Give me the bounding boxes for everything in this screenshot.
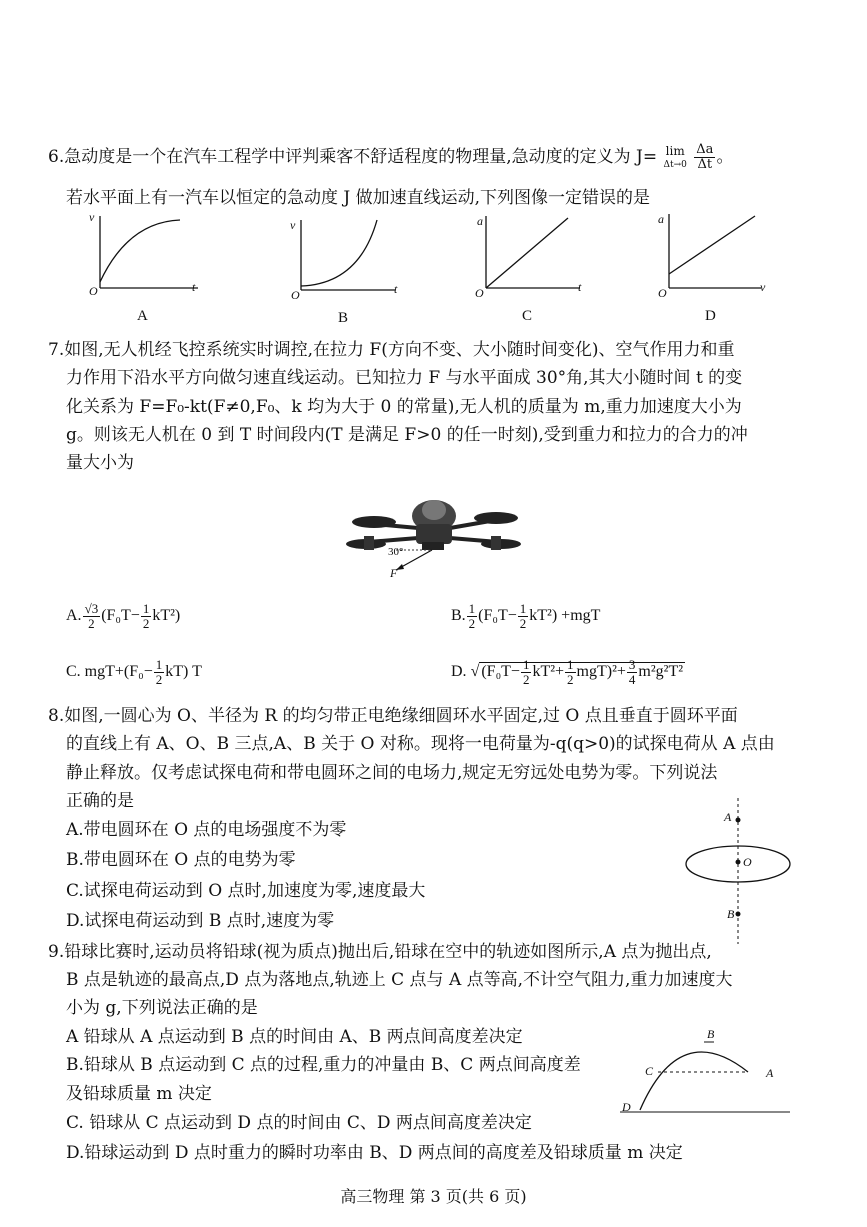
q7-line-5: 量大小为	[66, 453, 134, 473]
q6-period: 。	[716, 147, 734, 167]
q6-graph-d	[657, 212, 772, 300]
q9-option-b-cont: 及铅球质量 m 决定	[66, 1084, 212, 1104]
q7-line-3: 化关系为 F=F₀-kt(F≠0,F₀、k 均为大于 0 的常量),无人机的质量为 m,重力加速度大小为	[66, 397, 742, 417]
q7-line-4: g。则该无人机在 0 到 T 时间段内(T 是满足 F>0 的任一时刻),受到重力和拉力的合力的冲	[66, 425, 748, 445]
q7-option-d-label: D.	[451, 663, 467, 681]
traj-label-b: B	[707, 1027, 715, 1041]
q6-fraction	[694, 143, 715, 172]
q6-graph-a-xaxis: t	[192, 280, 196, 294]
q8-option-d: D.试探电荷运动到 B 点时,速度为零	[66, 911, 335, 931]
page-footer: 高三物理 第 3 页(共 6 页)	[340, 1187, 527, 1206]
q8-option-a: A.带电圆环在 O 点的电场强度不为零	[66, 820, 347, 840]
q6-line2: 若水平面上有一汽车以恒定的急动度 J 做加速直线运动,下列图像一定错误的是	[66, 188, 651, 208]
q7-option-c-label: C. mgT+(F₀−	[66, 663, 153, 681]
q8-line-2: 的直线上有 A、O、B 三点,A、B 关于 O 对称。现将一电荷量为-q(q>0)的试探电荷从 A 点由	[66, 734, 775, 754]
q9-line-3: 小为 g,下列说法正确的是	[66, 998, 258, 1018]
q6-graph-b-xaxis: t	[394, 282, 398, 296]
q6-lim-sub: Δt→0	[663, 159, 687, 170]
q8-option-c: C.试探电荷运动到 O 点时,加速度为零,速度最大	[66, 881, 426, 901]
q7-line-2: 力作用下沿水平方向做匀速直线运动。已知拉力 F 与水平面成 30°角,其大小随时间 t 的变	[66, 368, 743, 388]
drone-figure	[346, 486, 526, 586]
q6-graph-b-origin: O	[291, 288, 300, 302]
q8-line-4: 正确的是	[66, 791, 134, 811]
traj-label-a: A	[766, 1066, 774, 1080]
drone-angle-label: 30°	[388, 546, 404, 558]
q6-graph-a-origin: O	[89, 284, 98, 298]
q9-line-1: 9.铅球比赛时,运动员将铅球(视为质点)抛出后,铅球在空中的轨迹如图所示,A 点为抛出点,	[48, 942, 712, 962]
q9-option-b: B.铅球从 B 点运动到 C 点的过程,重力的冲量由 B、C 两点间高度差	[66, 1055, 581, 1075]
q8-line-1: 8.如图,一圆心为 O、半径为 R 的均匀带正电绝缘细圆环水平固定,过 O 点且垂直于圆环平面	[48, 706, 738, 726]
q6-graph-a-yaxis: v	[89, 210, 95, 224]
q6-graph-a-letter: A	[137, 308, 148, 324]
q8-option-b: B.带电圆环在 O 点的电势为零	[66, 850, 296, 870]
q9-option-a: A 铅球从 A 点运动到 B 点的时间由 A、B 两点间高度差决定	[66, 1027, 523, 1047]
q6-graph-c-yaxis: a	[477, 214, 483, 228]
q6-text: 6.急动度是一个在汽车工程学中评判乘客不舒适程度的物理量,急动度的定义为 J=	[48, 147, 658, 167]
q6-graph-c-letter: C	[522, 308, 533, 324]
traj-label-c: C	[645, 1064, 654, 1078]
q7-option-a: A. $\frac{√3}{2}$ (F₀T− $\frac{1}{2}$ kT²)	[66, 601, 181, 631]
q6-graph-d-xaxis: v	[760, 280, 766, 294]
q6-graph-b-yaxis: v	[290, 218, 296, 232]
q6-limit	[664, 144, 687, 172]
q6-graph-b	[289, 218, 404, 302]
traj-label-d: D	[622, 1100, 631, 1114]
q8-line-3: 静止释放。仅考虑试探电荷和带电圆环之间的电场力,规定无穷远处电势为零。下列说法	[66, 763, 718, 783]
q6-graph-d-letter: D	[705, 308, 716, 324]
q6-graph-b-letter: B	[338, 310, 349, 326]
q9-option-d: D.铅球运动到 D 点时重力的瞬时功率由 B、D 两点间的高度差及铅球质量 m 决定	[66, 1143, 683, 1163]
ring-label-o: O	[743, 855, 752, 869]
q6-graph-d-origin: O	[658, 286, 667, 300]
q6-frac-den: Δt	[697, 157, 713, 172]
q7-option-a-label: A.	[66, 607, 82, 625]
q7-option-b: B. $\frac{1}{2}$ (F₀T− $\frac{1}{2}$ kT²) +mgT	[451, 601, 601, 631]
q7-option-d: D. √ (F₀T− $\frac{1}{2}$ kT²+ $\frac{1}{2}$ mgT)²+ $\frac{3}{4}$ m²g²T²	[451, 657, 684, 687]
ring-label-b: B	[727, 907, 735, 921]
q7-line-1: 7.如图,无人机经飞控系统实时调控,在拉力 F(方向不变、大小随时间变化)、空气作用力和重	[48, 340, 735, 360]
q6-frac-num: Δa	[696, 142, 714, 157]
q6-line1	[48, 143, 733, 172]
ring-figure	[680, 796, 800, 946]
q7-option-c: C. mgT+(F₀− $\frac{1}{2}$ kT) T	[66, 657, 202, 687]
q7-option-b-label: B.	[451, 607, 466, 625]
q9-option-c: C. 铅球从 C 点运动到 D 点的时间由 C、D 两点间高度差决定	[66, 1113, 532, 1133]
q6-graph-c-xaxis: t	[578, 280, 582, 294]
ring-label-a: A	[724, 810, 732, 824]
q6-graph-a	[88, 212, 208, 302]
q6-graph-c-origin: O	[475, 286, 484, 300]
q6-graph-c	[476, 214, 591, 300]
q6-graph-d-yaxis: a	[658, 212, 664, 226]
drone-force-label: F	[390, 566, 398, 580]
q9-line-2: B 点是轨迹的最高点,D 点为落地点,轨迹上 C 点与 A 点等高,不计空气阻力,重力加速度大	[66, 970, 733, 990]
q6-lim: lim	[665, 143, 685, 158]
